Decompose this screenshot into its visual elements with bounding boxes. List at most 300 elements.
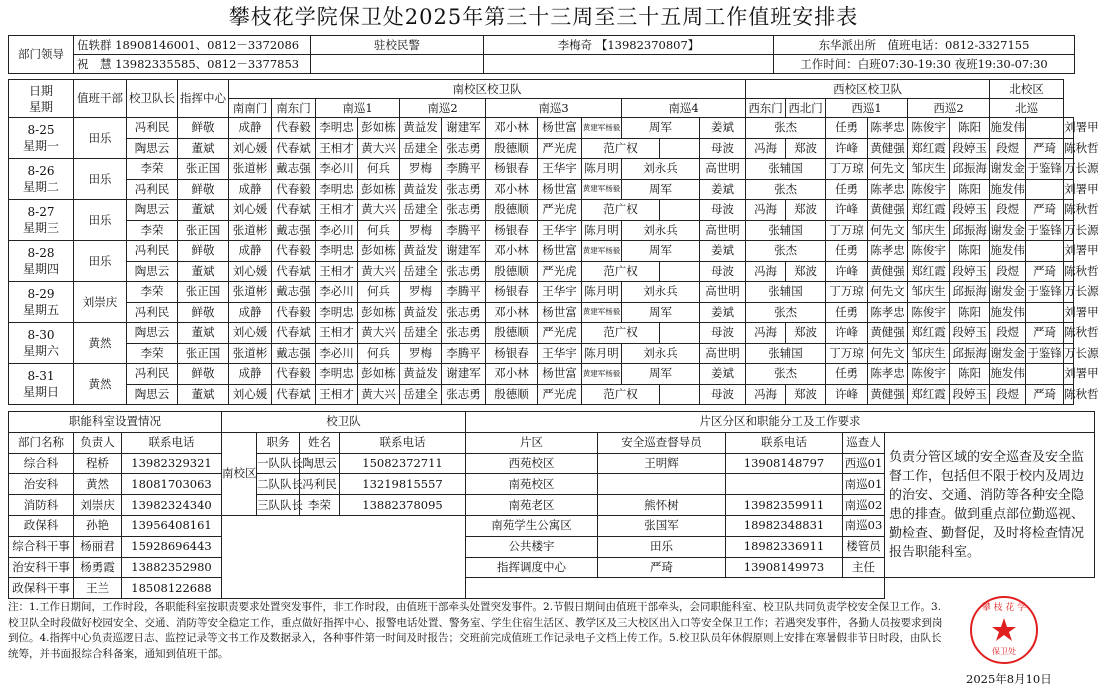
guard-col-header: 职务 <box>257 432 300 453</box>
duty-cell: 黄健强 <box>868 261 908 282</box>
duty-cell: 张正国 <box>178 159 229 180</box>
duty-cell: 段婷玉 <box>950 323 990 344</box>
duty-cell: 陈阳 <box>950 364 990 385</box>
zone-cell: 13908149973 <box>726 557 843 578</box>
zone-cell: 13908148797 <box>726 453 843 474</box>
duty-cell: 许峰 <box>826 261 868 282</box>
bottom-title-row <box>9 412 1095 433</box>
duty-cell: 冯利民 <box>127 364 178 385</box>
zone-cell: 指挥调度中心 <box>466 557 598 578</box>
duty-cell: 刘署甲 <box>1064 118 1074 139</box>
duty-header-row-1 <box>9 80 1074 99</box>
duty-cell: 杨银春 <box>486 159 538 180</box>
duty-cell: 邹庆生 <box>908 159 950 180</box>
duty-row <box>9 282 1074 303</box>
dept-cell: 杨勇霞 <box>74 557 122 578</box>
duty-cell: 陈秋哲 <box>1064 323 1074 344</box>
zone-cell: 南巡01 <box>843 474 885 495</box>
duty-cell: 高世明 <box>700 159 746 180</box>
date-cell <box>9 200 74 241</box>
duty-cell: 戴志强 <box>272 159 316 180</box>
duty-cell: 施发伟 <box>990 241 1026 262</box>
duty-row <box>9 241 1074 262</box>
h-week: 星期 <box>28 99 53 114</box>
duty-cell: 严光虎 <box>538 200 582 221</box>
duty-cell: 刘署甲 <box>1064 179 1074 200</box>
guard-title: 校卫队 <box>222 412 466 433</box>
duty-cell: 殷德顺 <box>486 323 538 344</box>
duty-cell: 姜斌 <box>700 118 746 139</box>
weekday: 星期日 <box>22 385 59 399</box>
duty-cell: 冯利民 <box>127 241 178 262</box>
duty-cell: 李荣 <box>127 220 178 241</box>
duty-cell: 严光虎 <box>538 261 582 282</box>
guard-cell: 15082372711 <box>340 453 466 474</box>
duty-cell: 代春毅 <box>272 364 316 385</box>
duty-cell: 何先文 <box>868 343 908 364</box>
header-table <box>8 35 1075 74</box>
duty-cell: 陈孝忠 <box>868 179 908 200</box>
zone-cell: 西苑校区 <box>466 453 598 474</box>
duty-cell: 严琦 <box>1026 138 1064 159</box>
dept-cell: 刘崇庆 <box>74 495 122 516</box>
dept-cell: 15928696443 <box>122 536 222 557</box>
duty-cell: 陶思云 <box>127 261 178 282</box>
duty-cell: 杨世富 <box>538 118 582 139</box>
duty-row <box>9 138 1074 159</box>
duty-cell: 郑波 <box>786 384 826 405</box>
duty-cell: 岳建全 <box>400 323 442 344</box>
duty-cell: 李明忠 <box>316 364 358 385</box>
h-date-week <box>9 80 74 118</box>
duty-cell: 陈孝忠 <box>868 118 908 139</box>
duty-cell: 张道彬 <box>229 159 272 180</box>
duty-cell: 鲜敬 <box>178 118 229 139</box>
duty-cell: 段煜 <box>990 323 1026 344</box>
duty-cell: 陈俊宇 <box>908 118 950 139</box>
duty-cell <box>660 200 700 221</box>
duty-cell: 谢发金 <box>990 282 1026 303</box>
duty-cell: 张志勇 <box>442 179 486 200</box>
duty-cell: 陈月明 <box>582 159 622 180</box>
duty-cell: 张杰 <box>746 302 826 323</box>
post-header: 南巡4 <box>622 99 746 118</box>
duty-cell: 任勇 <box>826 364 868 385</box>
duty-cell: 董斌 <box>178 200 229 221</box>
duty-cell: 李明忠 <box>316 241 358 262</box>
post-header: 南巡2 <box>400 99 486 118</box>
duty-cell: 彭如栋 <box>358 179 400 200</box>
post-header: 南巡3 <box>486 99 622 118</box>
dept-title: 职能科室设置情况 <box>9 412 222 433</box>
duty-cell: 黄大兴 <box>358 261 400 282</box>
duty-cell: 张辅国 <box>746 159 826 180</box>
duty-cell: 任勇 <box>826 241 868 262</box>
post-header: 西东门 <box>746 99 786 118</box>
date-cell <box>9 159 74 200</box>
duty-cell: 黄建军杨毅 <box>582 364 622 385</box>
duty-cell: 郑红霞 <box>908 200 950 221</box>
duty-cell: 黄健强 <box>868 138 908 159</box>
duty-cell <box>1026 118 1064 139</box>
duty-cell: 代春毅 <box>272 118 316 139</box>
zone-cell: 18982336911 <box>726 536 843 557</box>
duty-cell: 董斌 <box>178 384 229 405</box>
duty-cell: 黄健强 <box>868 323 908 344</box>
duty-cell: 何兵 <box>358 220 400 241</box>
duty-cell: 冯海 <box>746 261 786 282</box>
duty-cell: 黄大兴 <box>358 384 400 405</box>
duty-cell: 邓小林 <box>486 179 538 200</box>
duty-cell: 岳建全 <box>400 200 442 221</box>
date-cell <box>9 118 74 159</box>
duty-cell: 张志勇 <box>442 200 486 221</box>
duty-cell: 黄建军杨毅 <box>582 118 622 139</box>
duty-row <box>9 343 1074 364</box>
duty-cell: 范广权 <box>582 384 660 405</box>
duty-cell: 高世明 <box>700 343 746 364</box>
dept-cell: 消防科 <box>9 495 74 516</box>
duty-cell: 谢建军 <box>442 118 486 139</box>
duty-cell: 何先文 <box>868 220 908 241</box>
duty-cell: 张志勇 <box>442 323 486 344</box>
duty-cell: 王相才 <box>316 200 358 221</box>
guard-cell: 一队队长 <box>257 453 300 474</box>
zone-cell <box>598 474 726 495</box>
duty-cell: 鲜敬 <box>178 179 229 200</box>
duty-cell: 郑波 <box>786 200 826 221</box>
duty-cell: 黄益发 <box>400 302 442 323</box>
dept-cell: 13982329321 <box>122 453 222 474</box>
cadre-cell: 田乐 <box>74 200 127 241</box>
duty-cell: 代春毅 <box>272 241 316 262</box>
duty-cell: 施发伟 <box>990 118 1026 139</box>
duty-cell: 范广权 <box>582 138 660 159</box>
zone-cell: 西巡01 <box>843 453 885 474</box>
duty-cell: 黄益发 <box>400 241 442 262</box>
duty-cell <box>660 323 700 344</box>
duty-cell <box>660 384 700 405</box>
zone-cell: 王明辉 <box>598 453 726 474</box>
duty-cell: 张杰 <box>746 118 826 139</box>
duty-cell: 李腾平 <box>442 220 486 241</box>
duty-cell: 张道彬 <box>229 282 272 303</box>
duty-cell: 成静 <box>229 241 272 262</box>
duty-cell: 严琦 <box>1026 323 1064 344</box>
duty-cell: 丁万琼 <box>826 159 868 180</box>
duty-cell: 任勇 <box>826 302 868 323</box>
duty-cell: 王相才 <box>316 261 358 282</box>
duty-cell: 姜斌 <box>700 364 746 385</box>
duty-cell: 郑波 <box>786 323 826 344</box>
duty-cell: 邓小林 <box>486 118 538 139</box>
guard-cell: 冯利民 <box>300 474 340 495</box>
duty-cell: 冯利民 <box>127 302 178 323</box>
duty-cell: 张杰 <box>746 241 826 262</box>
duty-cell: 岳建全 <box>400 384 442 405</box>
guard-cell: 三队队长 <box>257 495 300 516</box>
duty-cell: 陈俊宇 <box>908 179 950 200</box>
duty-cell: 万长源 <box>1064 343 1074 364</box>
duty-cell: 许峰 <box>826 323 868 344</box>
guard-col-header: 姓名 <box>300 432 340 453</box>
cadre-cell: 刘崇庆 <box>74 282 127 323</box>
duty-cell: 邹庆生 <box>908 343 950 364</box>
duty-cell: 母波 <box>700 200 746 221</box>
duty-cell: 施发伟 <box>990 179 1026 200</box>
svg-text:攀 枝 花 学: 攀 枝 花 学 <box>981 603 1027 613</box>
duty-cell: 任勇 <box>826 179 868 200</box>
duty-cell: 高世明 <box>700 282 746 303</box>
duty-cell: 殷德顺 <box>486 261 538 282</box>
duty-cell: 万长源 <box>1064 220 1074 241</box>
duty-cell: 黄健强 <box>868 384 908 405</box>
dept-cell: 18508122688 <box>122 578 222 599</box>
duty-cell: 代春毅 <box>272 179 316 200</box>
duty-cell: 李荣 <box>127 282 178 303</box>
duty-cell: 张辅国 <box>746 282 826 303</box>
duty-cell: 谢发金 <box>990 220 1026 241</box>
duty-cell: 陈月明 <box>582 220 622 241</box>
dept-leader-label: 部门领导 <box>9 36 74 74</box>
notes: 注：1.工作日期间，工作时段，各职能科室按职责要求处置突发事件，非工作时段，由值班干部牵头处置突发事件。2.节假日期间由值班干部牵头，会同职能科室、校卫队共同负责学校安全保卫工作。3.校卫队全时段做好校园安全、交通、消防等安全稳定工作，重点做好指挥中心、报警电话处置、警务室、学生住宿生活区、教学区及三大校区出入口等安全保卫工作；若遇突发事件，各勤人员按要求到岗到位。4.指挥中心负责巡逻日志、监控记录等文书工作及数据录入，各种事件第一时间及时报告；交班前完成值班工作记录电子文档上传工作。5.校卫队员年休假原则上安排在寒暑假非节日时段，由队长统筹，并书面报综合科备案，通知到值班干部。 <box>8 601 943 660</box>
date-cell <box>9 241 74 282</box>
dept-cell: 13956408161 <box>122 515 222 536</box>
date-cell <box>9 364 74 405</box>
duty-cell: 段婷玉 <box>950 261 990 282</box>
dept-cell: 程桥 <box>74 453 122 474</box>
duty-cell: 陈孝忠 <box>868 302 908 323</box>
guard-cell: 二队队长 <box>257 474 300 495</box>
zone-cell: 田乐 <box>598 536 726 557</box>
duty-cell: 张志勇 <box>442 384 486 405</box>
duty-cell: 谢发金 <box>990 159 1026 180</box>
duty-cell: 丁万琼 <box>826 220 868 241</box>
duty-cell: 严琦 <box>1026 384 1064 405</box>
duty-cell: 陈孝忠 <box>868 241 908 262</box>
duty-cell: 陈俊宇 <box>908 241 950 262</box>
duty-cell: 邓小林 <box>486 241 538 262</box>
dept-cell: 孙艳 <box>74 515 122 536</box>
duty-cell: 何先文 <box>868 282 908 303</box>
duty-row <box>9 384 1074 405</box>
zone-cell: 南巡02 <box>843 495 885 516</box>
duty-cell: 岳建全 <box>400 261 442 282</box>
duty-cell: 董斌 <box>178 323 229 344</box>
duty-cell: 郑红霞 <box>908 323 950 344</box>
duty-cell: 黄建军杨毅 <box>582 241 622 262</box>
duty-cell: 段婷玉 <box>950 138 990 159</box>
duty-cell: 许峰 <box>826 200 868 221</box>
duty-cell: 罗梅 <box>400 159 442 180</box>
duty-cell: 刘署甲 <box>1064 302 1074 323</box>
duty-cell: 周军 <box>622 118 700 139</box>
duty-cell: 万长源 <box>1064 159 1074 180</box>
guard-cell: 陶思云 <box>300 453 340 474</box>
zone-cell: 公共楼宇 <box>466 536 598 557</box>
duty-cell: 岳建全 <box>400 138 442 159</box>
duty-cell: 何兵 <box>358 159 400 180</box>
guard-cell: 13219815557 <box>340 474 466 495</box>
duty-cell: 彭如栋 <box>358 241 400 262</box>
duty-cell: 张杰 <box>746 179 826 200</box>
duty-cell: 黄建军杨毅 <box>582 302 622 323</box>
h-cadre: 值班干部 <box>74 80 127 118</box>
duty-cell: 李荣 <box>127 159 178 180</box>
svg-text:保卫处: 保卫处 <box>992 647 1016 656</box>
zone-col-header: 片区 <box>466 432 598 453</box>
weekday: 星期四 <box>22 262 59 276</box>
duty-cell: 王华宇 <box>538 282 582 303</box>
weekday: 星期三 <box>22 221 59 235</box>
guard-campus: 南校区 <box>222 432 257 515</box>
dept-cell: 综合科 <box>9 453 74 474</box>
duty-cell: 何先文 <box>868 159 908 180</box>
h-captain: 校卫队长 <box>127 80 178 118</box>
duty-cell: 王华宇 <box>538 343 582 364</box>
duty-cell: 郑红霞 <box>908 261 950 282</box>
dept-cell: 政保科 <box>9 515 74 536</box>
post-header: 西巡1 <box>826 99 908 118</box>
duty-cell: 郑红霞 <box>908 138 950 159</box>
duty-cell: 丁万琼 <box>826 343 868 364</box>
duty-cell: 段煜 <box>990 261 1026 282</box>
duty-cell <box>1026 302 1064 323</box>
duty-cell: 杨世富 <box>538 179 582 200</box>
cadre-cell: 黄然 <box>74 364 127 405</box>
duty-cell: 严琦 <box>1026 261 1064 282</box>
duty-cell: 母波 <box>700 261 746 282</box>
duty-cell: 邱振海 <box>950 159 990 180</box>
duty-cell: 王相才 <box>316 323 358 344</box>
duty-cell: 殷德顺 <box>486 384 538 405</box>
duty-cell: 邱振海 <box>950 343 990 364</box>
duty-cell: 李必川 <box>316 282 358 303</box>
duty-cell: 陶思云 <box>127 323 178 344</box>
post-header: 西北门 <box>786 99 826 118</box>
zone-col-header: 巡查人 <box>843 432 885 453</box>
duty-cell: 于鉴锋 <box>1026 343 1064 364</box>
duty-cell: 陶思云 <box>127 200 178 221</box>
duty-cell: 严光虎 <box>538 323 582 344</box>
duty-cell: 刘署甲 <box>1064 364 1074 385</box>
duty-cell: 段煜 <box>990 138 1026 159</box>
duty-cell: 陈俊宇 <box>908 302 950 323</box>
duty-cell: 代春斌 <box>272 200 316 221</box>
duty-cell: 张辅国 <box>746 343 826 364</box>
duty-cell: 张志勇 <box>442 138 486 159</box>
bottom-row <box>9 578 1095 599</box>
leader-2: 祝 慧 13982335585、0812－3377853 <box>74 55 311 74</box>
duty-cell: 陈秋哲 <box>1064 261 1074 282</box>
duty-cell: 许峰 <box>826 384 868 405</box>
duty-cell: 黄益发 <box>400 364 442 385</box>
zone-cell: 18982348831 <box>726 515 843 536</box>
duty-cell: 王华宇 <box>538 220 582 241</box>
duty-cell: 范广权 <box>582 200 660 221</box>
guard-empty <box>222 515 466 598</box>
duty-cell: 陈月明 <box>582 282 622 303</box>
date: 8-30 <box>27 328 55 342</box>
duty-cell: 邱振海 <box>950 282 990 303</box>
duty-cell: 陈孝忠 <box>868 364 908 385</box>
duty-cell: 段婷玉 <box>950 200 990 221</box>
duty-cell: 黄大兴 <box>358 138 400 159</box>
post-header: 南巡1 <box>316 99 400 118</box>
duty-cell: 李荣 <box>127 343 178 364</box>
zone-cell <box>726 474 843 495</box>
duty-cell: 代春斌 <box>272 138 316 159</box>
police-station: 东华派出所 值班电话：0812-3327155 <box>774 36 1075 55</box>
duty-cell: 郑波 <box>786 261 826 282</box>
dept-cell: 13982324340 <box>122 495 222 516</box>
duty-cell: 周军 <box>622 241 700 262</box>
duty-cell: 罗梅 <box>400 343 442 364</box>
zone-desc: 负责分管区域的安全巡查及安全监督工作，包括但不限于校内及周边的治安、交通、消防等各种安全隐患的排查。做到重点部位勤巡视、勤检查、勤督促，及时将检查情况报告职能科室。 <box>885 432 1095 578</box>
zone-col-header: 安全巡查督导员 <box>598 432 726 453</box>
bottom-table <box>8 411 1095 599</box>
duty-row <box>9 323 1074 344</box>
guard-cell: 李荣 <box>300 495 340 516</box>
duty-cell: 代春毅 <box>272 302 316 323</box>
duty-cell: 母波 <box>700 323 746 344</box>
duty-cell: 刘永兵 <box>622 282 700 303</box>
duty-cell: 陈阳 <box>950 302 990 323</box>
duty-cell: 殷德顺 <box>486 138 538 159</box>
zone-cell: 13982359911 <box>726 495 843 516</box>
duty-cell: 鲜敬 <box>178 364 229 385</box>
duty-cell: 成静 <box>229 364 272 385</box>
duty-cell: 母波 <box>700 384 746 405</box>
duty-cell: 张道彬 <box>229 220 272 241</box>
guard-cell: 13882378095 <box>340 495 466 516</box>
duty-cell: 张志勇 <box>442 261 486 282</box>
dept-cell: 18081703063 <box>122 474 222 495</box>
duty-cell: 严光虎 <box>538 384 582 405</box>
duty-cell: 周军 <box>622 364 700 385</box>
dept-col-header: 联系电话 <box>122 432 222 453</box>
duty-cell: 代春斌 <box>272 323 316 344</box>
duty-cell: 王华宇 <box>538 159 582 180</box>
zone-title: 片区分区和职能分工及工作要求 <box>466 412 1095 433</box>
duty-cell: 陈俊宇 <box>908 364 950 385</box>
duty-cell <box>660 138 700 159</box>
duty-cell <box>660 261 700 282</box>
duty-cell: 殷德顺 <box>486 200 538 221</box>
duty-cell: 刘心媛 <box>229 323 272 344</box>
duty-cell: 段煜 <box>990 200 1026 221</box>
duty-cell: 于鉴锋 <box>1026 282 1064 303</box>
duty-cell: 于鉴锋 <box>1026 220 1064 241</box>
dept-cell: 杨丽君 <box>74 536 122 557</box>
duty-cell: 陈秋哲 <box>1064 384 1074 405</box>
duty-cell: 陈秋哲 <box>1064 200 1074 221</box>
duty-cell: 陈月明 <box>582 343 622 364</box>
duty-cell: 李必川 <box>316 159 358 180</box>
dept-cell: 13882352980 <box>122 557 222 578</box>
duty-cell: 周军 <box>622 179 700 200</box>
duty-cell: 丁万琼 <box>826 282 868 303</box>
h-date: 日期 <box>28 83 53 98</box>
duty-cell: 母波 <box>700 138 746 159</box>
cadre-cell: 黄然 <box>74 323 127 364</box>
zone-cell: 主任 <box>843 557 885 578</box>
duty-cell: 李必川 <box>316 343 358 364</box>
duty-cell: 邓小林 <box>486 302 538 323</box>
zone-col-header: 联系电话 <box>726 432 843 453</box>
duty-cell: 段煜 <box>990 384 1026 405</box>
duty-cell: 姜斌 <box>700 179 746 200</box>
